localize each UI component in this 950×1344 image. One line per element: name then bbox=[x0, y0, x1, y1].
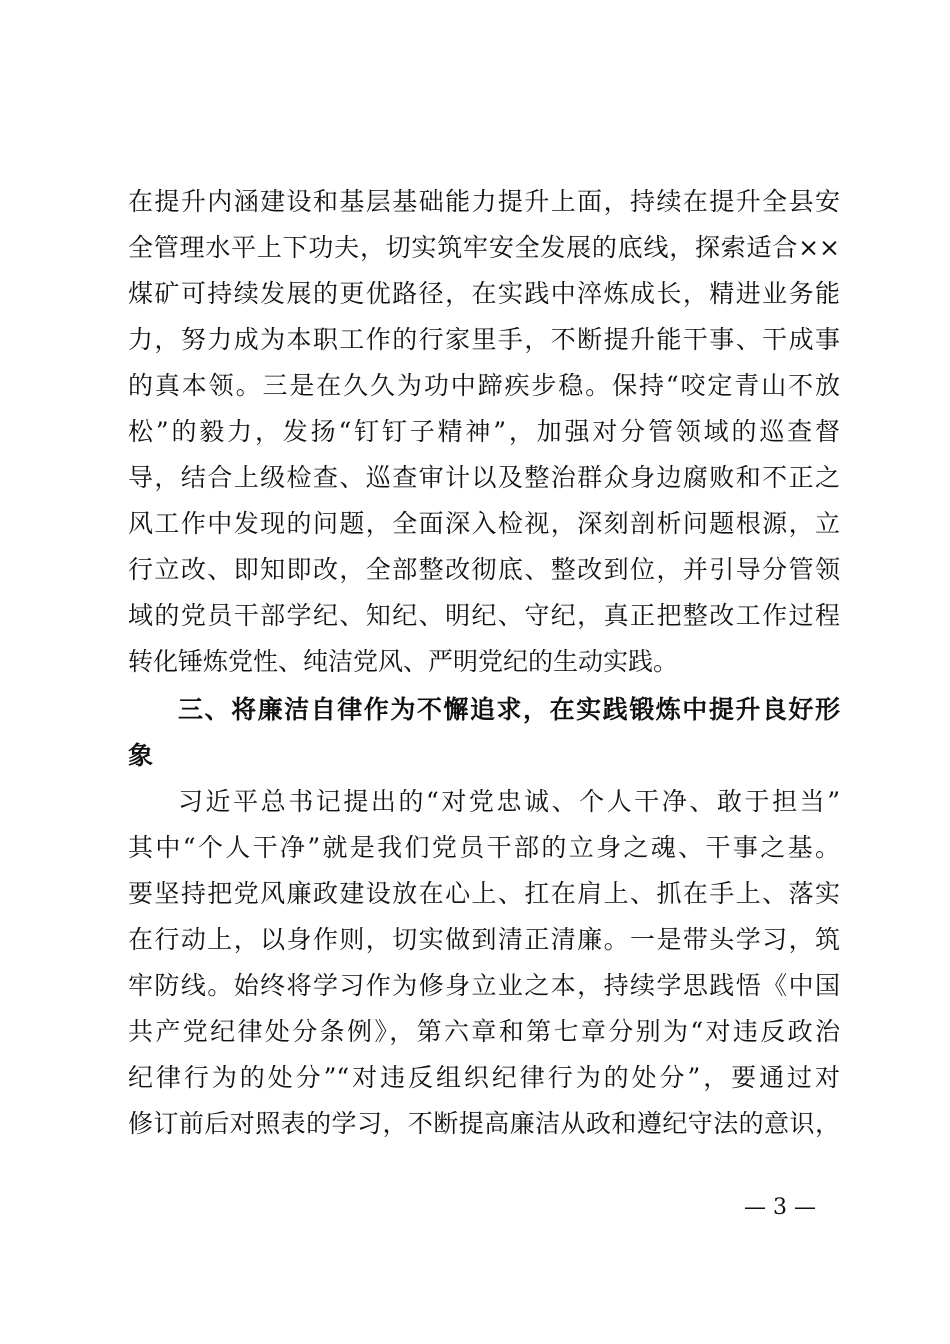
body-line: 全管理水平上下功夫，切实筑牢安全发展的底线，探索适合×× bbox=[128, 233, 840, 262]
body-line: 在提升内涵建设和基层基础能力提升上面，持续在提升全县安 bbox=[128, 187, 840, 216]
body-line: 煤矿可持续发展的更优路径，在实践中淬炼成长，精进业务能 bbox=[128, 279, 840, 308]
body-line: 共产党纪律处分条例》，第六章和第七章分别为“对违反政治 bbox=[128, 1017, 840, 1046]
body-line: 转化锤炼党性、纯洁党风、严明党纪的生动实践。 bbox=[128, 647, 679, 676]
body-line: 纪律行为的处分”“对违反组织纪律行为的处分”，要通过对 bbox=[128, 1063, 840, 1092]
body-line: 域的党员干部学纪、知纪、明纪、守纪，真正把整改工作过程 bbox=[128, 601, 840, 630]
body-line: 导，结合上级检查、巡查审计以及整治群众身边腐败和不正之 bbox=[128, 463, 840, 492]
body-line: 在行动上，以身作则，切实做到清正清廉。一是带头学习，筑 bbox=[128, 925, 840, 954]
body-line: 其中“个人干净”就是我们党员干部的立身之魂、干事之基。 bbox=[128, 833, 840, 862]
body-line: 习近平总书记提出的“对党忠诚、个人干净、敢于担当” bbox=[178, 787, 840, 816]
body-line: 行立改、即知即改，全部整改彻底、整改到位，并引导分管领 bbox=[128, 555, 840, 584]
body-line: 松”的毅力，发扬“钉钉子精神”，加强对分管领域的巡查督 bbox=[128, 417, 840, 446]
body-line: 的真本领。三是在久久为功中蹄疾步稳。保持“咬定青山不放 bbox=[128, 371, 840, 400]
body-line: 风工作中发现的问题，全面深入检视，深刻剖析问题根源，立 bbox=[128, 509, 840, 538]
body-line: 要坚持把党风廉政建设放在心上、扛在肩上、抓在手上、落实 bbox=[128, 879, 840, 908]
body-line: 修订前后对照表的学习，不断提高廉洁从政和遵纪守法的意识， bbox=[128, 1109, 840, 1138]
section-heading: 三、将廉洁自律作为不懈追求，在实践锻炼中提升良好形 bbox=[178, 695, 840, 724]
section-heading-continued: 象 bbox=[128, 741, 154, 770]
body-line: 力，努力成为本职工作的行家里手，不断提升能干事、干成事 bbox=[128, 325, 840, 354]
body-line: 牢防线。始终将学习作为修身立业之本，持续学思践悟《中国 bbox=[128, 971, 840, 1000]
page-number: — 3 — bbox=[744, 1195, 816, 1220]
